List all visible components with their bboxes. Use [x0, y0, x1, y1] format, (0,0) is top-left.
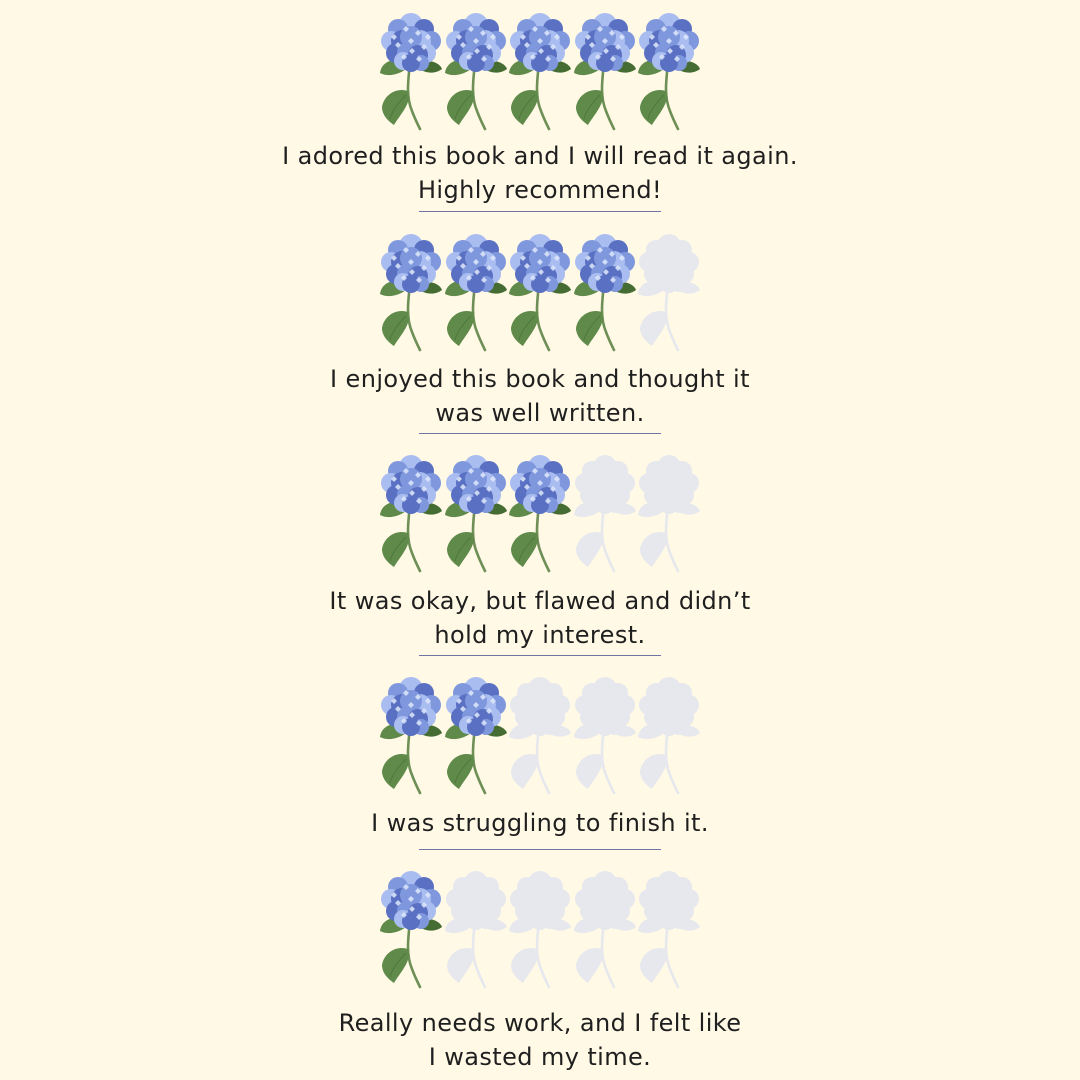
- caption-line: was well written.: [435, 399, 645, 427]
- caption-line: Really needs work, and I felt like: [338, 1009, 742, 1037]
- hydrangea-icon-faded: [507, 675, 573, 795]
- hydrangea-icon-faded: [507, 869, 573, 989]
- flower-rating: [378, 232, 703, 352]
- caption-line: I wasted my time.: [428, 1043, 652, 1071]
- flower-rating: [378, 453, 703, 573]
- hydrangea-icon-faded: [443, 869, 509, 989]
- flower-rating: [378, 869, 703, 989]
- divider: [419, 849, 661, 850]
- divider: [419, 433, 661, 434]
- rating-caption: [0, 584, 1080, 652]
- hydrangea-icon: [636, 11, 702, 131]
- hydrangea-icon: [378, 675, 444, 795]
- hydrangea-icon-faded: [572, 675, 638, 795]
- caption-line: I was struggling to finish it.: [371, 809, 709, 837]
- hydrangea-icon: [443, 11, 509, 131]
- flower-rating: [378, 675, 703, 795]
- hydrangea-icon: [572, 11, 638, 131]
- hydrangea-icon-faded: [636, 675, 702, 795]
- rating-caption: [0, 1006, 1080, 1074]
- hydrangea-icon: [443, 675, 509, 795]
- hydrangea-icon-faded: [636, 453, 702, 573]
- caption-line: hold my interest.: [434, 621, 646, 649]
- hydrangea-icon: [378, 869, 444, 989]
- divider: [419, 211, 661, 212]
- hydrangea-icon: [443, 232, 509, 352]
- hydrangea-icon: [507, 232, 573, 352]
- caption-line: I adored this book and I will read it again.: [282, 142, 798, 170]
- flower-rating: [378, 11, 703, 131]
- hydrangea-icon: [507, 453, 573, 573]
- hydrangea-icon: [378, 453, 444, 573]
- rating-caption: [0, 362, 1080, 430]
- rating-caption: [0, 139, 1080, 207]
- hydrangea-icon-faded: [572, 453, 638, 573]
- hydrangea-icon-faded: [636, 869, 702, 989]
- hydrangea-icon: [572, 232, 638, 352]
- rating-caption: [0, 806, 1080, 840]
- caption-line: Highly recommend!: [417, 176, 663, 204]
- divider: [419, 655, 661, 656]
- hydrangea-icon: [507, 11, 573, 131]
- caption-line: I enjoyed this book and thought it: [330, 365, 750, 393]
- hydrangea-icon: [378, 232, 444, 352]
- hydrangea-icon-faded: [572, 869, 638, 989]
- hydrangea-icon: [378, 11, 444, 131]
- hydrangea-icon-faded: [636, 232, 702, 352]
- hydrangea-icon: [443, 453, 509, 573]
- caption-line: It was okay, but flawed and didn’t: [329, 587, 751, 615]
